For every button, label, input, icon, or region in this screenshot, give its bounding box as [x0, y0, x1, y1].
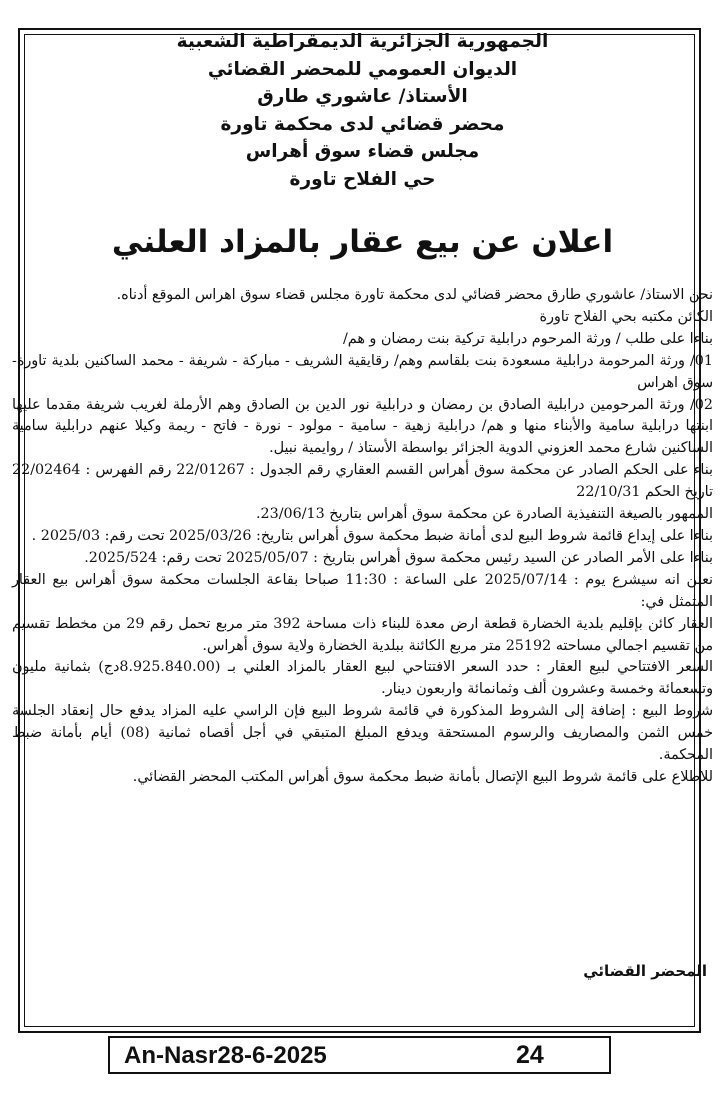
body-paragraph: بناءا على الأمر الصادر عن السيد رئيس محكمة سوق أهراس بتاريخ : 2025/05/07 تحت رقم: 2025/524.	[84, 549, 713, 566]
body-paragraph: السعر الافتتاحي لبيع العقار : حدد السعر الافتتاحي لبيع العقار بالمزاد العلني بـ (8.925.840.00دج) بثمانية مليون وتسعمائة وخمسة وعشرون ألف وثمانمائة واربعون دينار.	[12, 659, 713, 698]
body-paragraph: العقار كائن بإقليم بلدية الخضارة قطعة ارض معدة للبناء ذات مساحة 392 متر مربع تحمل رقم 29 من مخطط تقسيم من تقسيم اجمالي مساحته 25192 متر مربع الكائنة ببلدية الخضارة ولاية سوق أهراس.	[12, 615, 713, 654]
publication-date: An-Nasr28-6-2025	[124, 1042, 327, 1069]
header-line-republic: الجمهورية الجزائرية الديمقراطية الشعبية	[176, 31, 549, 52]
body-paragraph: 02/ ورثة المرحومين درابلية الصادق بن رمضان و درابلية نور الدين بن الصادق وهم الأرملة لغريب شريفة مقدما عليها ابنتها درابلية سامية والأبناء منها و هم/ درابلية زهية - سامية - مولود - نورة - فاتح - ريمة وكيلا عنهم درابلية سامية الساكنين شارع محمد العزوني الدوية الجزائر بواسطة الأستاذ / روايمية نبيل.	[12, 396, 713, 457]
signature: المحضر القضائي	[583, 962, 707, 980]
header-line-court: محضر قضائي لدى محكمة تاورة	[220, 113, 505, 135]
page-footer	[108, 1036, 611, 1074]
body-paragraph: بناء على الحكم الصادر عن محكمة سوق أهراس القسم العقاري رقم الجدول : 22/01267 رقم الفهرس : 22/02464 تاريخ الحكم 22/10/31	[12, 462, 713, 501]
page-number: 24	[516, 1041, 544, 1069]
body-paragraph: نحن الاستاذ/ عاشوري طارق محضر قضائي لدى محكمة تاورة مجلس قضاء سوق اهراس الموقع أدناه.	[116, 287, 713, 303]
body-paragraph: نعلن انه سيشرع يوم : 2025/07/14 على الساعة : 11:30 صباحا بقاعة الجلسات محكمة سوق أهراس بيع العقار المتمثل في:	[12, 571, 713, 610]
body-paragraph: للاطلاع على قائمة شروط البيع الإتصال بأمانة ضبط محكمة سوق أهراس المكتب المحضر القضائي.	[132, 768, 713, 785]
body-paragraph: الكائن مكتبه بحي الفلاح تاورة	[539, 308, 713, 325]
body-paragraph: بناءا على إيداع قائمة شروط البيع لدى أمانة ضبط محكمة سوق أهراس بتاريخ: 2025/03/26 تحت رقم: 2025/03 .	[31, 527, 713, 544]
body-paragraph: 01/ ورثة المرحومة درابلية مسعودة بنت بلقاسم وهم/ رقايقية الشريف - مباركة - شريفة - محمد الساكنين بلدية تاورة- سوق اهراس	[12, 352, 713, 391]
body-paragraph: الممهور بالصيغة التنفيذية الصادرة عن محكمة سوق أهراس بتاريخ 23/06/13.	[255, 506, 713, 523]
notice-title: اعلان عن بيع عقار بالمزاد العلني	[111, 224, 614, 260]
header-line-council: مجلس قضاء سوق أهراس	[245, 141, 480, 162]
notice-body	[12, 285, 713, 789]
header-line-office: الديوان العمومي للمحضر القضائي	[207, 58, 518, 80]
header-line-address: حي الفلاح تاورة	[289, 168, 436, 190]
office-header	[40, 28, 685, 193]
body-paragraph: شروط البيع : إضافة إلى الشروط المذكورة في قائمة شروط البيع فإن الراسي عليه المزاد يدفع حال إنعقاد الجلسة خمس الثمن والمصاريف والرسوم المستحقة ويدفع المبلغ المتبقي في أجل أقصاه ثمانية (08) أيام بأمانة ضبط المحكمة.	[12, 703, 713, 764]
body-paragraph: بناءا على طلب / ورثة المرحوم درابلية تركية بنت رمضان و هم/	[342, 330, 713, 347]
header-line-bailiff-name: الأستاذ/ عاشوري طارق	[257, 86, 468, 107]
